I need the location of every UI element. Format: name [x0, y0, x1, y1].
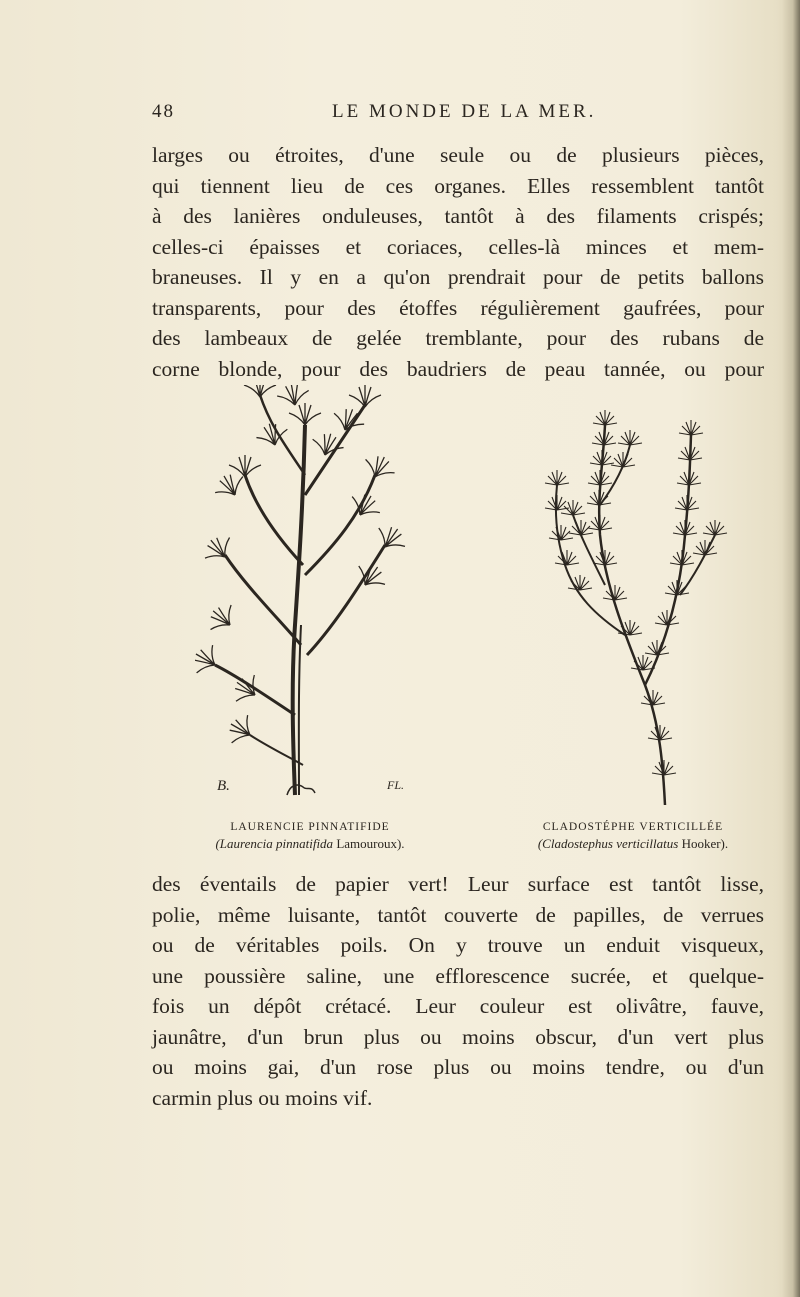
text-line: à des lanières onduleuses, tantôt à des filaments crispés; — [152, 204, 764, 228]
caption-latin-name — [488, 836, 778, 852]
artist-signature: FL. — [387, 778, 405, 792]
caption-author: Lamouroux). — [336, 836, 405, 851]
text-line: braneuses. Il y en a qu'on prendrait pour de petits ballons — [152, 265, 764, 289]
text-line: qui tiennent lieu de ces organes. Elles ressemblent tantôt — [152, 173, 764, 198]
running-title: LE MONDE DE LA MER. — [332, 101, 597, 122]
engraving-image — [195, 385, 765, 815]
paragraph-bottom — [152, 869, 764, 1113]
caption-latin-text: (Laurencia pinnatifida — [215, 836, 334, 851]
text-line: jaunâtre, d'un brun plus ou moins obscur, d'un vert plus — [152, 1024, 764, 1049]
seaweed-illustration — [195, 385, 765, 815]
text-line: ou moins gai, d'un rose plus ou moins tendre, ou d'un — [152, 1055, 764, 1079]
page-number: 48 — [152, 101, 175, 122]
caption-common-name: CLADOSTÉPHE VERTICILLÉE — [542, 821, 724, 833]
text-line: fois un dépôt crétacé. Leur couleur est olivâtre, fauve, — [152, 994, 764, 1018]
text-line: des éventails de papier vert! Leur surface est tantôt lisse, — [152, 872, 764, 896]
engraver-signature: B. — [217, 778, 230, 794]
paragraph-top — [152, 140, 764, 384]
text-line: polie, même luisante, tantôt couverte de papilles, de verrues — [152, 902, 764, 927]
text-line: corne blonde, pour des baudriers de peau tannée, ou pour — [152, 356, 764, 381]
caption-common-name: LAURENCIE PINNATIFIDE — [230, 821, 390, 833]
laurencia-plant — [195, 385, 411, 795]
caption-author: Hooker). — [681, 836, 729, 851]
cladostephus-plant — [545, 410, 727, 805]
text-line: des lambeaux de gelée tremblante, pour des rubans de — [152, 326, 764, 350]
text-line: celles-ci épaisses et coriaces, celles-là minces et mem- — [152, 234, 764, 259]
caption-latin-text: (Cladostephus verticillatus — [537, 836, 679, 851]
text-line: carmin plus ou moins vif. — [152, 1085, 373, 1110]
text-line: une poussière saline, une efflorescence sucrée, et quelque- — [152, 963, 764, 988]
caption-laurencia — [170, 821, 450, 852]
running-header — [152, 101, 757, 127]
page-edge-shadow — [782, 0, 800, 1297]
text-line: larges ou étroites, d'une seule ou de plusieurs pièces, — [152, 143, 764, 167]
caption-cladostephus — [488, 821, 778, 852]
text-line: ou de véritables poils. On y trouve un enduit visqueux, — [152, 933, 764, 957]
caption-latin-name — [170, 836, 450, 852]
text-line: transparents, pour des étoffes régulièrement gaufrées, pour — [152, 295, 764, 320]
